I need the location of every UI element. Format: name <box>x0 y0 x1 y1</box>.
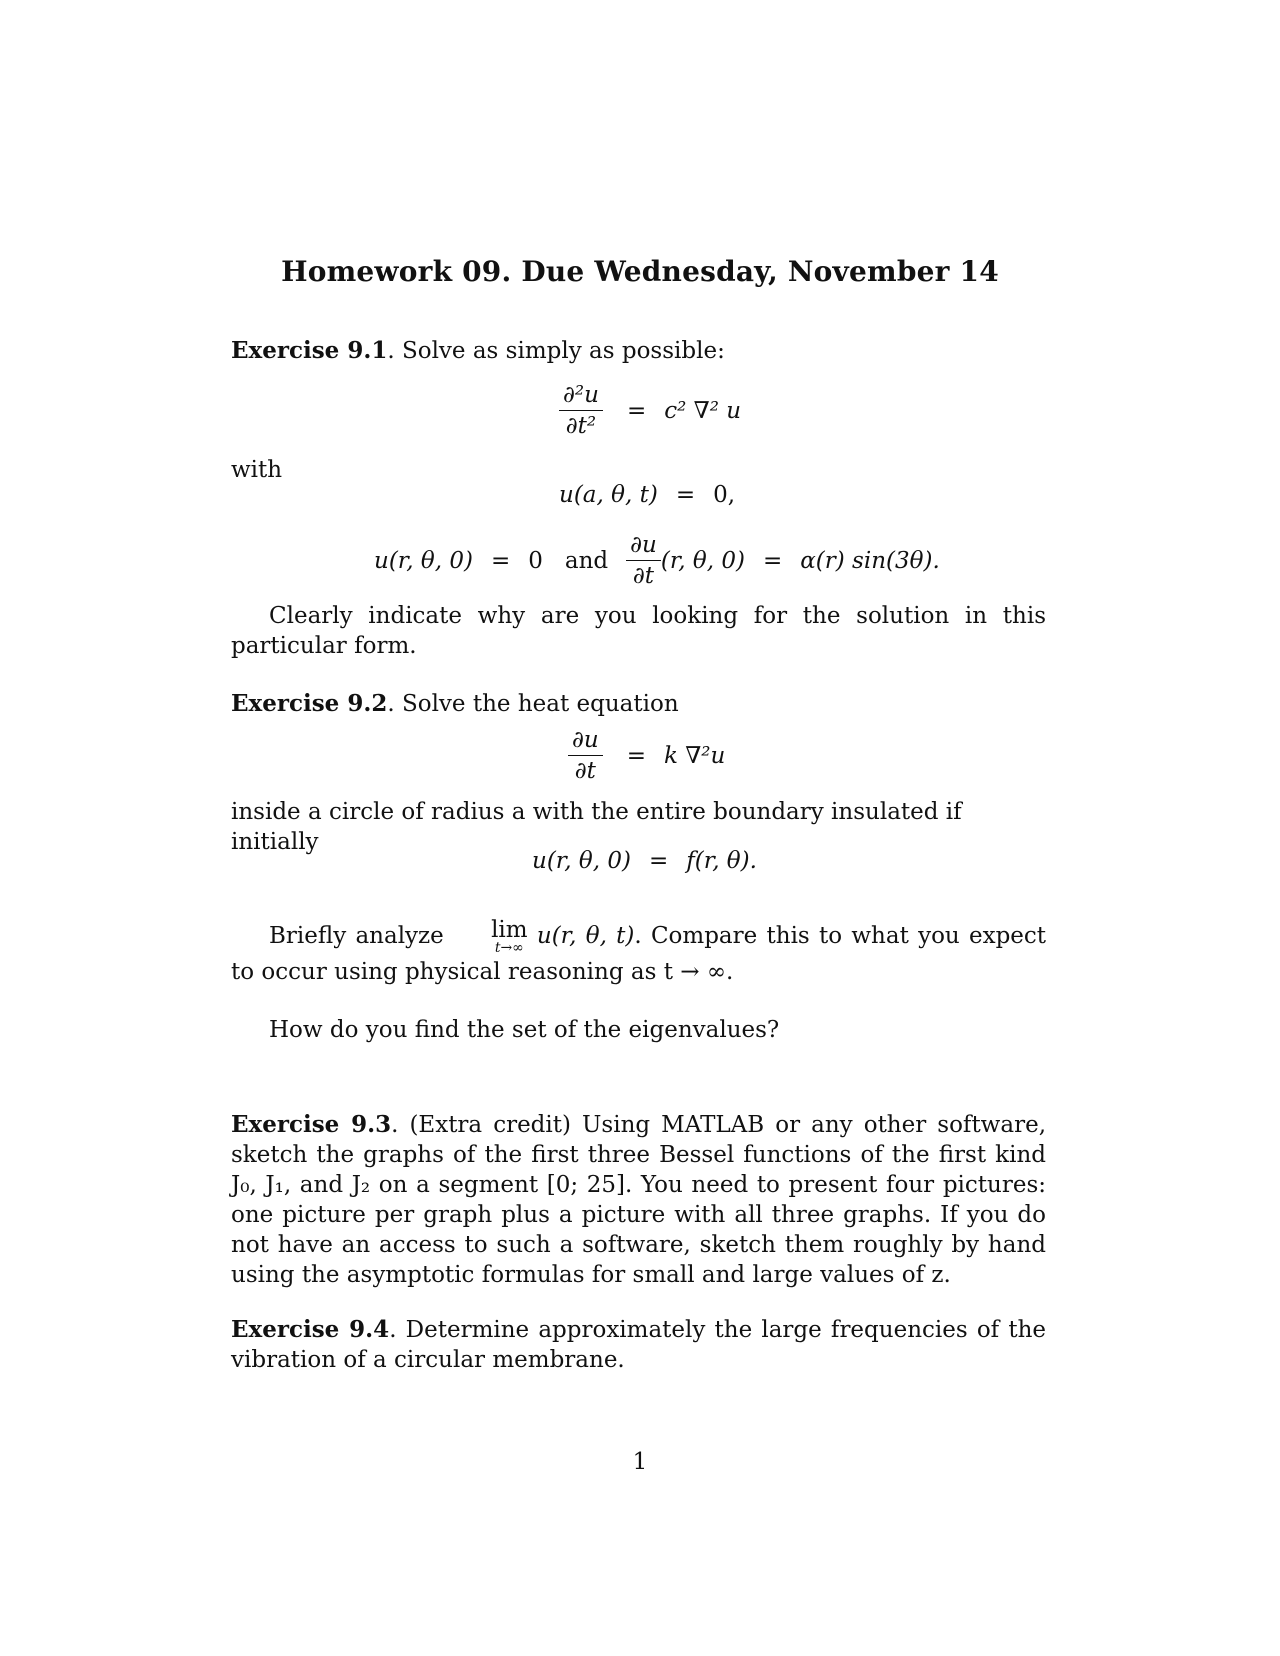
ic2-rhs: α(r) sin(3θ). <box>800 547 940 574</box>
initial-condition-heat <box>532 848 757 874</box>
ic1-lhs: u(r, θ, 0) <box>374 547 473 574</box>
ic2-denominator: ∂t <box>632 563 655 589</box>
exercise-9-1-closing: Clearly indicate why are you looking for the solution in this particular form. <box>231 603 1046 659</box>
exercise-9-4-label: Exercise 9.4 <box>231 1316 390 1343</box>
analyze-before-text: Briefly analyze <box>269 923 444 949</box>
heat-lhs-numerator: ∂u <box>568 727 603 756</box>
page-title: Homework 09. Due Wednesday, November 14 <box>281 255 999 288</box>
exercise-9-2-inside-text: inside a circle of radius a with the entire boundary insulated if initially <box>231 799 962 855</box>
exercise-9-1-intro-text: . Solve as simply as possible: <box>387 338 725 364</box>
equals-sign: = <box>648 848 669 874</box>
wave-lhs-fraction <box>559 382 603 439</box>
analyze-after-text: . Compare this to what you expect to occur using physical reasoning as t → ∞. <box>231 923 1047 985</box>
heat-lhs-fraction <box>568 727 603 784</box>
exercise-9-3-body: . (Extra credit) Using MATLAB or any other software, sketch the graphs of the first three Bessel functions of the first kind J₀, J₁, and J₂ on a segment [0; 25]. You need to present four pictures: one picture per graph plus a picture with all three graphs. If you do not have an access to such a software, sketch them roughly by hand using the asymptotic formulas for small and large values of z. <box>231 1112 1047 1288</box>
page-number: 1 <box>632 1449 648 1475</box>
initial-conditions <box>374 532 940 589</box>
wave-equation <box>553 382 741 439</box>
bc-rhs: 0, <box>713 482 736 508</box>
equals-sign: = <box>626 742 646 769</box>
heat-lhs-denominator: ∂t <box>574 758 596 784</box>
exercise-9-2-intro-text: . Solve the heat equation <box>387 691 679 717</box>
with-text: with <box>231 457 283 483</box>
init-rhs: f(r, θ). <box>686 848 757 874</box>
lim-expression: u(r, θ, t) <box>536 923 635 949</box>
exercise-9-2-analyze <box>231 918 1046 990</box>
init-lhs: u(r, θ, 0) <box>532 848 631 874</box>
heat-rhs: k ∇²u <box>664 742 726 769</box>
and-word: and <box>564 547 609 574</box>
ic2-args: (r, θ, 0) <box>660 547 745 574</box>
exercise-9-2-label: Exercise 9.2 <box>231 690 388 717</box>
exercise-9-1-label: Exercise 9.1 <box>231 337 388 364</box>
limit-expression <box>453 918 528 954</box>
ic1-rhs: 0 <box>528 547 543 574</box>
boundary-condition <box>559 482 735 508</box>
exercise-9-3-label: Exercise 9.3 <box>231 1111 392 1138</box>
lim-word: lim <box>491 917 528 943</box>
exercise-9-1-intro <box>231 336 1046 366</box>
lim-subscript: t→∞ <box>494 940 524 956</box>
exercise-9-4 <box>231 1315 1046 1375</box>
ic2-fraction <box>626 532 661 589</box>
wave-rhs: c² ∇² u <box>664 397 742 424</box>
equals-sign: = <box>626 397 647 424</box>
bc-lhs: u(a, θ, t) <box>559 482 658 508</box>
equals-sign: = <box>762 547 783 574</box>
ic2-numerator: ∂u <box>626 532 661 561</box>
wave-lhs-numerator: ∂²u <box>559 382 603 411</box>
exercise-9-2-intro <box>231 689 1046 719</box>
equals-sign: = <box>675 482 696 508</box>
heat-equation <box>562 727 725 784</box>
equals-sign: = <box>490 547 511 574</box>
exercise-9-4-body: . Determine approximately the large frequencies of the vibration of a circular membrane. <box>231 1317 1047 1373</box>
wave-lhs-denominator: ∂t² <box>565 413 597 439</box>
exercise-9-3 <box>231 1110 1046 1290</box>
eigenvalues-question: How do you find the set of the eigenvalues? <box>269 1017 780 1043</box>
